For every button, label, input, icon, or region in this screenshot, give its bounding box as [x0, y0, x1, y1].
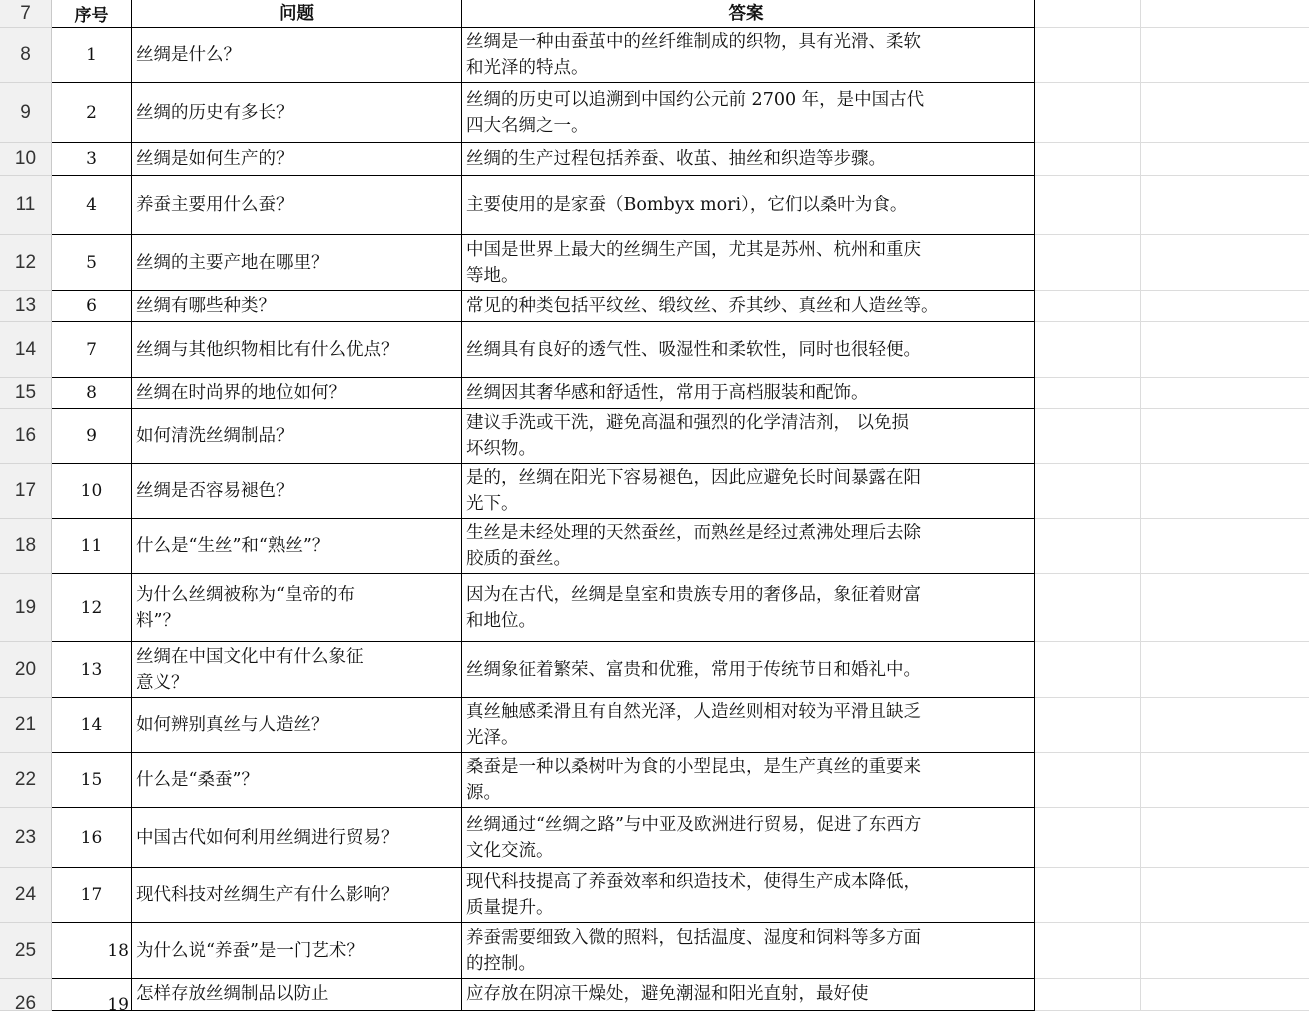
empty-cell[interactable]	[1141, 808, 1309, 868]
index-cell[interactable]: 4	[52, 176, 132, 235]
answer-cell[interactable]	[462, 143, 1035, 176]
empty-cell[interactable]	[1035, 464, 1141, 519]
row-header[interactable]: 11	[0, 176, 52, 235]
header-question-cell[interactable]: 问题	[132, 0, 462, 28]
empty-cell[interactable]	[1141, 923, 1309, 979]
index-cell[interactable]: 17	[52, 868, 132, 923]
question-cell[interactable]	[132, 409, 462, 464]
answer-cell[interactable]	[462, 378, 1035, 409]
table-row	[0, 464, 1309, 519]
question-text: 怎样存放丝绸制品以防止	[136, 984, 329, 1004]
table-row	[0, 979, 1309, 1011]
question-text: 现代科技对丝绸生产有什么影响？	[136, 885, 399, 905]
index-cell[interactable]: 9	[52, 409, 132, 464]
index-cell[interactable]: 12	[52, 574, 132, 642]
empty-cell[interactable]	[1141, 83, 1309, 143]
question-text: 丝绸是什么？	[136, 45, 241, 65]
empty-cell[interactable]	[1035, 143, 1141, 176]
empty-cell[interactable]	[1141, 176, 1309, 235]
question-cell[interactable]	[132, 868, 462, 923]
table-row	[0, 291, 1309, 322]
table-row	[0, 378, 1309, 409]
table-row	[0, 83, 1309, 143]
row-header[interactable]: 12	[0, 235, 52, 291]
question-cell[interactable]	[132, 464, 462, 519]
answer-text: 养蚕需要细致入微的照料，包括温度、湿度和饲料等多方面的控制。	[466, 927, 921, 974]
question-text: 丝绸在时尚界的地位如何？	[136, 383, 346, 403]
index-cell[interactable]: 13	[52, 642, 132, 698]
row-header[interactable]: 15	[0, 378, 52, 409]
answer-text: 因为在古代，丝绸是皇室和贵族专用的奢侈品，象征着财富和地位。	[466, 584, 921, 631]
empty-cell[interactable]	[1141, 235, 1309, 291]
empty-cell[interactable]	[1035, 753, 1141, 808]
empty-cell[interactable]	[1141, 28, 1309, 83]
question-text: 什么是“生丝”和“熟丝”？	[136, 536, 330, 556]
table-row	[0, 143, 1309, 176]
question-text: 丝绸在中国文化中有什么象征意义？	[136, 646, 364, 693]
table-row	[0, 322, 1309, 378]
index-cell[interactable]: 7	[52, 322, 132, 378]
answer-cell[interactable]	[462, 519, 1035, 574]
question-cell[interactable]	[132, 235, 462, 291]
empty-cell[interactable]	[1035, 409, 1141, 464]
answer-text: 桑蚕是一种以桑树叶为食的小型昆虫，是生产真丝的重要来源。	[466, 757, 921, 803]
answer-text: 中国是世界上最大的丝绸生产国，尤其是苏州、杭州和重庆等地。	[466, 239, 921, 286]
table-row	[0, 868, 1309, 923]
answer-cell[interactable]	[462, 698, 1035, 753]
index-cell[interactable]: 5	[52, 235, 132, 291]
answer-text: 现代科技提高了养蚕效率和织造技术，使得生产成本降低，质量提升。	[466, 872, 921, 918]
empty-cell[interactable]	[1035, 0, 1141, 28]
row-header[interactable]: 14	[0, 322, 52, 378]
question-text: 养蚕主要用什么蚕？	[136, 195, 294, 215]
row-header[interactable]: 22	[0, 753, 52, 808]
answer-text: 真丝触感柔滑且有自然光泽，人造丝则相对较为平滑且缺乏光泽。	[466, 702, 921, 748]
answer-text: 丝绸通过“丝绸之路”与中亚及欧洲进行贸易，促进了东西方文化交流。	[466, 814, 922, 861]
question-cell[interactable]	[132, 923, 462, 979]
index-cell[interactable]: 3	[52, 143, 132, 176]
empty-cell[interactable]	[1035, 698, 1141, 753]
row-header[interactable]: 9	[0, 83, 52, 143]
answer-text: 是的，丝绸在阳光下容易褪色，因此应避免长时间暴露在阳光下。	[466, 468, 921, 514]
question-text: 为什么说“养蚕”是一门艺术？	[136, 940, 364, 961]
question-cell[interactable]	[132, 979, 462, 1011]
empty-cell[interactable]	[1141, 409, 1309, 464]
table-row	[0, 698, 1309, 753]
question-cell[interactable]	[132, 176, 462, 235]
index-cell[interactable]: 6	[52, 291, 132, 322]
answer-text: 常见的种类包括平纹丝、缎纹丝、乔其纱、真丝和人造丝等。	[466, 296, 939, 316]
row-header[interactable]: 16	[0, 409, 52, 464]
table-row	[0, 574, 1309, 642]
question-cell[interactable]	[132, 143, 462, 176]
index-cell[interactable]: 18	[52, 923, 132, 979]
empty-cell[interactable]	[1035, 235, 1141, 291]
question-cell[interactable]	[132, 753, 462, 808]
table-row	[0, 176, 1309, 235]
question-text: 丝绸是否容易褪色？	[136, 481, 294, 501]
row-header[interactable]: 20	[0, 642, 52, 698]
empty-cell[interactable]	[1141, 322, 1309, 378]
empty-cell[interactable]	[1035, 519, 1141, 574]
table-row	[0, 409, 1309, 464]
question-text: 丝绸有哪些种类？	[136, 296, 276, 316]
index-cell[interactable]: 11	[52, 519, 132, 574]
empty-cell[interactable]	[1035, 322, 1141, 378]
row-header[interactable]: 13	[0, 291, 52, 322]
answer-text: 生丝是未经处理的天然蚕丝，而熟丝是经过煮沸处理后去除胶质的蚕丝。	[466, 523, 921, 569]
index-cell[interactable]: 19	[52, 979, 132, 1011]
empty-cell[interactable]	[1141, 291, 1309, 322]
index-cell[interactable]: 10	[52, 464, 132, 519]
row-header[interactable]: 7	[0, 0, 52, 28]
empty-cell[interactable]	[1141, 519, 1309, 574]
empty-cell[interactable]	[1035, 979, 1141, 1011]
question-cell[interactable]	[132, 28, 462, 83]
table-row	[0, 519, 1309, 574]
row-header[interactable]: 23	[0, 808, 52, 868]
empty-cell[interactable]	[1035, 291, 1141, 322]
header-row	[0, 0, 1309, 28]
empty-cell[interactable]	[1035, 642, 1141, 698]
index-cell[interactable]: 1	[52, 28, 132, 83]
empty-cell[interactable]	[1141, 464, 1309, 519]
question-cell[interactable]	[132, 808, 462, 868]
empty-cell[interactable]	[1141, 979, 1309, 1011]
question-text: 丝绸是如何生产的？	[136, 149, 294, 169]
index-cell[interactable]: 8	[52, 378, 132, 409]
empty-cell[interactable]	[1141, 753, 1309, 808]
answer-cell[interactable]	[462, 923, 1035, 979]
answer-text: 主要使用的是家蚕（Bombyx mori），它们以桑叶为食。	[466, 195, 908, 215]
answer-cell[interactable]	[462, 808, 1035, 868]
question-text: 丝绸的主要产地在哪里？	[136, 252, 329, 273]
answer-text: 丝绸是一种由蚕茧中的丝纤维制成的织物，具有光滑、柔软和光泽的特点。	[466, 32, 921, 78]
index-cell[interactable]: 2	[52, 83, 132, 143]
empty-cell[interactable]	[1035, 868, 1141, 923]
empty-cell[interactable]	[1141, 642, 1309, 698]
empty-cell[interactable]	[1141, 868, 1309, 923]
answer-text: 丝绸因其奢华感和舒适性，常用于高档服装和配饰。	[466, 383, 869, 403]
table-row	[0, 753, 1309, 808]
empty-cell[interactable]	[1035, 83, 1141, 143]
row-header[interactable]: 25	[0, 923, 52, 979]
row-header[interactable]: 8	[0, 28, 52, 83]
question-cell[interactable]	[132, 83, 462, 143]
index-cell[interactable]: 14	[52, 698, 132, 753]
header-answer-cell[interactable]: 答案	[462, 0, 1035, 28]
table-row	[0, 808, 1309, 868]
empty-cell[interactable]	[1035, 923, 1141, 979]
row-header[interactable]: 19	[0, 574, 52, 642]
empty-cell[interactable]	[1035, 378, 1141, 409]
empty-cell[interactable]	[1141, 574, 1309, 642]
answer-text: 丝绸的历史可以追溯到中国约公元前 2700 年，是中国古代四大名绸之一。	[466, 89, 925, 136]
question-text: 丝绸的历史有多长？	[136, 102, 294, 123]
answer-cell[interactable]	[462, 753, 1035, 808]
answer-cell[interactable]	[462, 979, 1035, 1011]
empty-cell[interactable]	[1141, 378, 1309, 409]
row-header[interactable]: 24	[0, 868, 52, 923]
index-cell[interactable]: 16	[52, 808, 132, 868]
question-cell[interactable]	[132, 519, 462, 574]
empty-cell[interactable]	[1035, 808, 1141, 868]
header-index-cell[interactable]: 序号	[52, 0, 132, 28]
question-text: 如何辨别真丝与人造丝？	[136, 715, 329, 735]
answer-cell[interactable]	[462, 642, 1035, 698]
answer-cell[interactable]	[462, 868, 1035, 923]
table-row	[0, 642, 1309, 698]
index-cell[interactable]: 15	[52, 753, 132, 808]
answer-cell[interactable]	[462, 176, 1035, 235]
question-cell[interactable]	[132, 698, 462, 753]
row-header[interactable]: 17	[0, 464, 52, 519]
question-cell[interactable]	[132, 291, 462, 322]
answer-cell[interactable]	[462, 322, 1035, 378]
question-text: 中国古代如何利用丝绸进行贸易？	[136, 827, 399, 848]
answer-cell[interactable]	[462, 291, 1035, 322]
answer-cell[interactable]	[462, 464, 1035, 519]
answer-text: 丝绸象征着繁荣、富贵和优雅，常用于传统节日和婚礼中。	[466, 659, 921, 680]
question-cell[interactable]	[132, 574, 462, 642]
answer-text: 建议手洗或干洗，避免高温和强烈的化学清洁剂， 以免损坏织物。	[466, 413, 910, 459]
question-text: 为什么丝绸被称为“皇帝的布料”？	[136, 584, 355, 631]
empty-cell[interactable]	[1035, 176, 1141, 235]
row-header[interactable]: 10	[0, 143, 52, 176]
empty-cell[interactable]	[1035, 28, 1141, 83]
question-cell[interactable]	[132, 642, 462, 698]
table-row	[0, 235, 1309, 291]
answer-cell[interactable]	[462, 235, 1035, 291]
table-row	[0, 923, 1309, 979]
empty-cell[interactable]	[1141, 0, 1309, 28]
empty-cell[interactable]	[1141, 143, 1309, 176]
row-header[interactable]: 18	[0, 519, 52, 574]
row-header[interactable]: 26	[0, 979, 52, 1011]
empty-cell[interactable]	[1035, 574, 1141, 642]
question-text: 如何清洗丝绸制品？	[136, 426, 294, 446]
answer-text: 丝绸的生产过程包括养蚕、收茧、抽丝和织造等步骤。	[466, 149, 886, 169]
table-row	[0, 28, 1309, 83]
question-text: 丝绸与其他织物相比有什么优点？	[136, 339, 399, 360]
question-cell[interactable]	[132, 322, 462, 378]
answer-cell[interactable]	[462, 409, 1035, 464]
answer-text: 应存放在阴凉干燥处，避免潮湿和阳光直射，最好使	[466, 984, 869, 1004]
answer-text: 丝绸具有良好的透气性、吸湿性和柔软性，同时也很轻便。	[466, 339, 921, 360]
empty-cell[interactable]	[1141, 698, 1309, 753]
row-header[interactable]: 21	[0, 698, 52, 753]
question-text: 什么是“桑蚕”？	[136, 770, 259, 790]
answer-cell[interactable]	[462, 28, 1035, 83]
answer-cell[interactable]	[462, 574, 1035, 642]
question-cell[interactable]	[132, 378, 462, 409]
answer-cell[interactable]	[462, 83, 1035, 143]
